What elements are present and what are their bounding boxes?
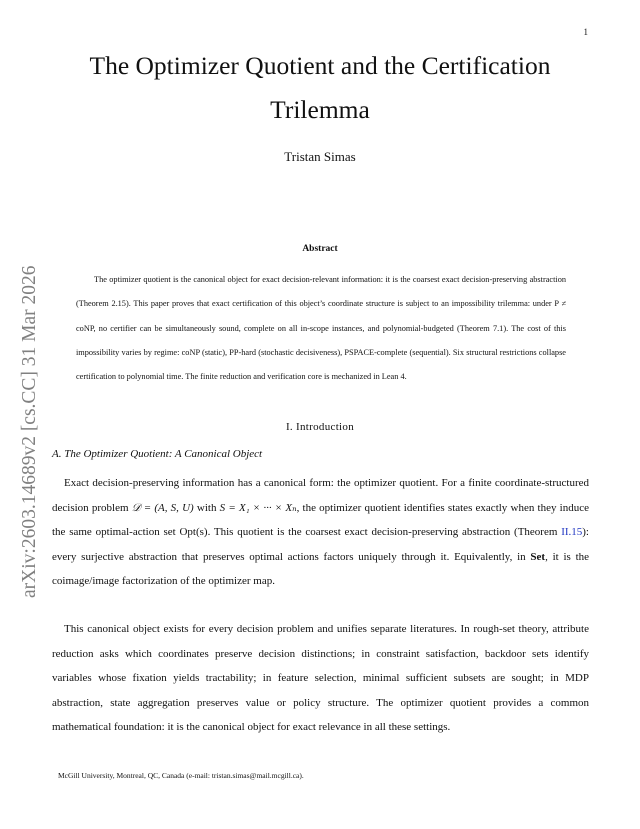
subsection-heading: A. The Optimizer Quotient: A Canonical Object <box>52 448 263 460</box>
bold-term-set: Set <box>530 550 546 563</box>
para1-text-6: , it is the coimage/image factorization of the optimizer map. <box>52 550 590 587</box>
para1-text-1: Exact decision-preserving information has a canonical form: the optimizer quotient. For a finite coordinate-structured decision problem <box>52 477 589 514</box>
arxiv-identifier-stamp <box>2 230 42 600</box>
para1-text-3: , the optimizer quotient identifies states exactly when they induce the same optimal-action set <box>52 501 589 538</box>
para1-text-5: ): every surjective abstraction that preserves optimal actions factors uniquely through it. Equivalently, in <box>52 526 589 563</box>
author-affiliation-footnote: McGill University, Montreal, QC, Canada (e-mail: tristan.simas@mail.mcgill.ca). <box>58 771 304 780</box>
paper-title: The Optimizer Quotient and the Certification Trilemma <box>89 51 551 124</box>
abstract-heading: Abstract <box>302 244 338 254</box>
arxiv-stamp-text: arXiv:2603.14689v2 [cs.CC] 31 Mar 2026 <box>19 265 40 598</box>
author-name: Tristan Simas <box>284 149 356 164</box>
intro-paragraph-2: This canonical object exists for every decision problem and unifies separate literatures. In rough-set theory, attribute reduction asks which coordinates preserve decision distinctions; in constraint satisfaction, backdoor sets identify variables whose fixation yields tractability; in feature selection, minimal sufficient subsets are sought; in MDP abstraction, state aggregation preserves value or policy structure. The optimizer quotient provides a common mathematical foundation: it is the canonical object for exact relevance in all these settings. <box>52 623 589 733</box>
abstract-text: The optimizer quotient is the canonical object for exact decision-relevant information: it is the coarsest exact decision-preserving abstraction (Theorem 2.15). This paper proves that exact certification of this object’s coordinate structure is subject to an impossibility trilemma: under P ≠ coNP, no certifier can be simultaneously sound, complete on all in-scope instances, and polynomial-budgeted (Theorem 7.1). The cost of this impossibility varies by regime: coNP (static), PP-hard (stochastic decisiveness), PSPACE-complete (sequential). Six structural restrictions collapse certification to polynomial time. The finite reduction and verification core is mechanized in Lean 4. <box>76 275 566 382</box>
math-decision-problem: 𝒟 = (A, S, U) <box>131 501 194 514</box>
intro-paragraph-1 <box>52 471 589 594</box>
math-opt-set: Opt(s) <box>179 526 208 538</box>
section-heading-introduction: I. Introduction <box>285 421 355 433</box>
para1-text-4: . This quotient is the coarsest exact decision-preserving abstraction (Theorem <box>207 526 562 538</box>
page-number: 1 <box>583 27 588 37</box>
theorem-reference-link[interactable]: II.15 <box>561 526 583 538</box>
para1-text-2: with <box>193 501 220 514</box>
arxiv-stamp-svg <box>2 230 42 600</box>
math-state-space: S = X₁ × ··· × Xₙ <box>219 501 297 514</box>
